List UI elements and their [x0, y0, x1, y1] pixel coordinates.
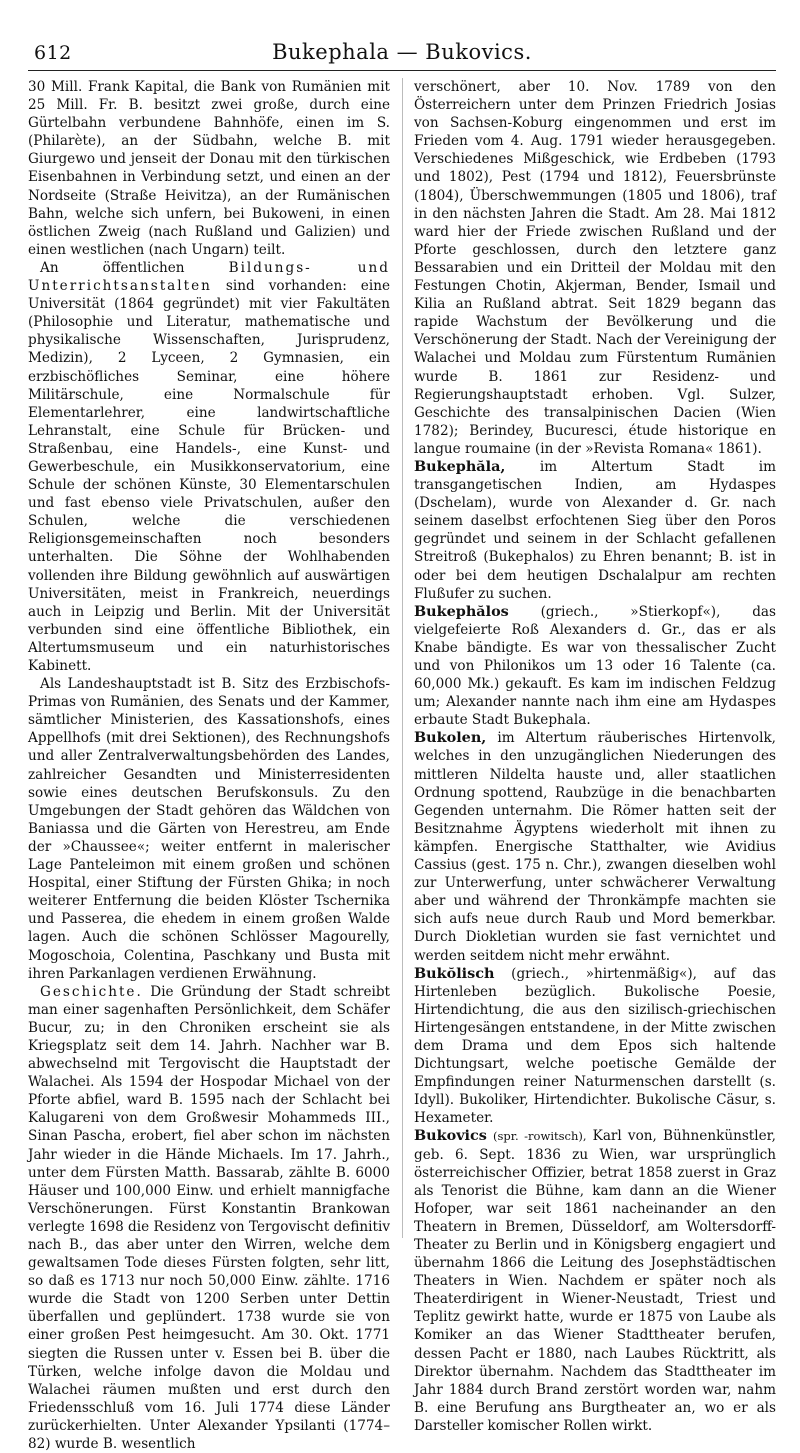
header-rule	[28, 70, 776, 71]
paragraph: Als Landeshauptstadt ist B. Sitz des Erzbischofs-Primas von Rumänien, des Senats und der Kammer, sämtlicher Ministerien, des Kassationshofs, eines Appellhofs (mit drei Sektionen), des Rechnungshofs und aller Zentralverwaltungsbehörden des Landes, zahlreicher Gesandten und Ministerresidenten sowie eines deutschen Berufskonsuls. Zu den Umgebungen der Stadt gehören das Wäldchen von Baniassa und die Gärten von Herestreu, am Ende der »Chaussee«; weiter entfernt in malerischer Lage Panteleimon mit einem großen und schönen Hospital, einer Stiftung der Fürsten Ghika; in noch weiterer Entfernung die beiden Klöster Tschernika und Passerea, die ehedem in einem großen Walde lagen. Auch die schönen Schlösser Magourelly, Mogoschoia, Colentina, Paschkany und Busta mit ihren Parkanlagen verdienen Erwähnung.	[28, 676, 390, 982]
dictionary-entry	[414, 1127, 776, 1435]
dictionary-entry	[414, 965, 776, 1128]
dictionary-entry	[414, 729, 776, 964]
text-run: An öffentlichen	[40, 259, 185, 276]
page-header	[28, 42, 776, 68]
left-column	[28, 78, 390, 1453]
right-column	[414, 78, 776, 1435]
headword: Bukolen,	[414, 729, 487, 747]
headword: Bukephălos	[414, 602, 509, 620]
dictionary-entry	[414, 603, 776, 730]
paragraph	[28, 259, 390, 675]
pronunciation: (spr. -rowitsch),	[493, 1129, 587, 1144]
headword: Bukephăla,	[414, 457, 506, 475]
entry-body: im Altertum Stadt im transgangetischen Indien, am Hydaspes (Dschelam), wurde von Alexander d. Gr. nach seinem daselbst erfochtenen Sieg über den Poros gegründet und seinem in der Schlacht gefallenen Streitroß (Bukephalos) zu Ehren benannt; B. ist in oder bei dem heutigen Dschalalpur am rechten Flußufer zu suchen.	[414, 458, 776, 602]
paragraph: verschönert, aber 10. Nov. 1789 von den Österreichern unter dem Prinzen Friedrich Josias von Sachsen-Koburg eingenommen und erst im Frieden vom 4. Aug. 1791 wieder herausgegeben. Verschiedenes Mißgeschick, wie Erdbeben (1793 und 1802), Pest (1794 und 1812), Feuersbrünste (1804), Überschwemmungen (1805 und 1806), traf in den nächsten Jahren die Stadt. Am 28. Mai 1812 ward hier der Friede zwischen Rußland und der Pforte geschlossen, durch den letztere ganz Bessarabien und ein Dritteil der Moldau mit den Festungen Chotin, Akjerman, Bender, Ismail und Kilia an Rußland abtrat. Seit 1829 begann das rapide Wachstum der Bevölkerung und die Verschönerung der Stadt. Nach der Vereinigung der Walachei und Moldau zum Fürstentum Rumänien wurde B. 1861 zur Residenz- und Regierungshauptstadt erhoben. Vgl. Sulzer, Geschichte des transalpinischen Dacien (Wien 1782); Berindey, Bucuresci, étude historique en langue roumaine (in der »Revista Romana« 1861).	[414, 79, 776, 457]
column-divider	[402, 78, 403, 1238]
page-number: 612	[34, 42, 72, 64]
section-heading: Geschichte.	[40, 983, 143, 1000]
dictionary-entry	[414, 458, 776, 603]
paragraph	[28, 983, 390, 1453]
headword: Bukŏlisch	[414, 964, 495, 982]
entry-body: Karl von, Bühnenkünstler, geb. 6. Sept. 1836 zu Wien, war ursprünglich österreichischer Offizier, betrat 1858 zuerst in Graz als Tenorist die Bühne, kam dann an die Wiener Hofoper, war seit 1861 nacheinander an den Theatern in Bremen, Düsseldorf, am Woltersdorff-Theater zu Berlin und in Königsberg engagiert und übernahm 1866 die Leitung des Josephstädtischen Theaters in Wien. Nachdem er später noch als Theaterdirigent in Wiener-Neustadt, Triest und Teplitz gewirkt hatte, wurde er 1875 von Laube als Komiker an das Wiener Stadttheater berufen, dessen Pacht er 1880, nach Laubes Rücktritt, als Direktor übernahm. Nachdem das Stadttheater im Jahr 1884 durch Brand zerstört worden war, nahm B. eine Berufung ans Burgtheater an, wo er als Darsteller komischer Rollen wirkt.	[414, 1128, 776, 1434]
text-run: sind vorhanden: eine Universität (1864 gegründet) mit vier Fakultäten (Philosophie und Literatur, mathematische und physikalische Wissenschaften, Jurisprudenz, Medizin), 2 Lyceen, 2 Gymnasien, ein erzbischöfliches Seminar, eine höhere Militärschule, eine Normalschule für Elementarlehrer, eine landwirtschaftliche Lehranstalt, eine Schule für Brücken- und Straßenbau, eine Handels-, eine Kunst- und Gewerbeschule, ein Musikkonservatorium, eine Schule der schönen Künste, 30 Elementarschulen und fast ebenso viele Privatschulen, außer den Schulen, welche die verschiedenen Religionsgemeinschaften noch besonders unterhalten. Die Söhne der Wohlhabenden vollenden ihre Bildung gewöhnlich auf auswärtigen Universitäten, meist in Frankreich, neuerdings auch in Leipzig und Berlin. Mit der Universität verbunden sind eine öffentliche Bibliothek, ein Altertumsmuseum und ein naturhistorisches Kabinett.	[28, 278, 390, 674]
text-run: Die Gründung der Stadt schreibt man einer sagenhaften Persönlichkeit, dem Schäfer Bucur, zu; in den Chroniken erscheint sie als Kriegsplatz seit dem 14. Jahrh. Nachher war B. abwechselnd mit Tergovischt die Hauptstadt der Walachei. Als 1594 der Hospodar Michael von der Pforte abfiel, ward B. 1595 nach der Schlacht bei Kalugareni von dem Großwesir Mohammeds III., Sinan Pascha, erobert, fiel aber schon im nächsten Jahr wieder in die Hände Michaels. Im 17. Jahrh., unter dem Fürsten Matth. Bassarab, zählte B. 6000 Häuser und 100,000 Einw. und erhielt mannigfache Verschönerungen. Fürst Konstantin Brankowan verlegte 1698 die Residenz von Tergovischt definitiv nach B., das aber unter den Wirren, welche dem gewaltsamen Tode dieses Fürsten folgten, sehr litt, so daß es 1713 nur noch 50,000 Einw. zählte. 1716 wurde die Stadt von 1200 Serben unter Dettin überfallen und geplündert. 1738 wurde sie von einer großen Pest heimgesucht. Am 30. Okt. 1771 siegten die Russen unter v. Essen bei B. über die Türken, welche infolge davon die Moldau und Walachei räumen mußten und erst durch den Friedensschluß vom 16. Juli 1774 diese Länder zurückerhielten. Unter Alexander Ypsilanti (1774–82) wurde B. wesentlich	[28, 983, 391, 1453]
running-head: Bukephala — Bukovics.	[272, 40, 532, 64]
emphasized-term: Bildungs- und Unterrichtsanstalten	[28, 259, 390, 295]
headword: Bukovics	[414, 1127, 487, 1145]
paragraph: 30 Mill. Frank Kapital, die Bank von Rumänien mit 25 Mill. Fr. B. besitzt zwei große, durch eine Gürtelbahn verbundene Bahnhöfe, einen im S. (Philarète), an der Südbahn, welche B. mit Giurgewo und jenseit der Donau mit den türkischen Eisenbahnen in Verbindung setzt, und einen an der Nordseite (Straße Heivitza), an der Rumänischen Bahn, welche sich unfern, bei Bukoweni, in einen östlichen Zweig (nach Rußland und Galizien) und einen westlichen (nach Ungarn) teilt.	[28, 79, 390, 258]
dictionary-page	[28, 0, 777, 1453]
entry-body: im Altertum räuberisches Hirtenvolk, welches in den unzugänglichen Niederungen des mittleren Nildelta hauste und, aller staatlichen Ordnung spottend, Raubzüge in die benachbarten Gegenden unternahm. Die Römer hatten seit der Besitznahme Ägyptens wiederholt mit ihnen zu kämpfen. Energische Statthalter, wie Avidius Cassius (gest. 175 n. Chr.), zwangen dieselben wohl zur Unterwerfung, unter schwächerer Verwaltung aber und während der Thronkämpfe machten sie sich aufs neue durch Raub und Mord bemerkbar. Durch Diokletian wurden sie fast vernichtet und werden seitdem nicht mehr erwähnt.	[414, 730, 777, 964]
entry-body: (griech., »Stierkopf«), das vielgefeierte Roß Alexanders d. Gr., das er als Knabe bändigte. Es war von thessalischer Zucht und von Philonikos um 13 oder 16 Talente (ca. 60,000 Mk.) gekauft. Es kam im indischen Feldzug um; Alexander nannte nach ihm eine am Hydaspes erbaute Stadt Bukephala.	[414, 603, 776, 729]
entry-body: (griech., »hirtenmäßig«), auf das Hirtenleben bezüglich. Bukolische Poesie, Hirtendichtung, die aus den sizilisch-griechischen Hirtengesängen entstandene, in der Mitte zwischen dem Drama und dem Epos sich haltende Dichtungsart, welche poetische Gemälde der Empfindungen reiner Naturmenschen darstellt (s. Idyll). Bukoliker, Hirtendichter. Bukolische Cäsur, s. Hexameter.	[414, 965, 776, 1127]
